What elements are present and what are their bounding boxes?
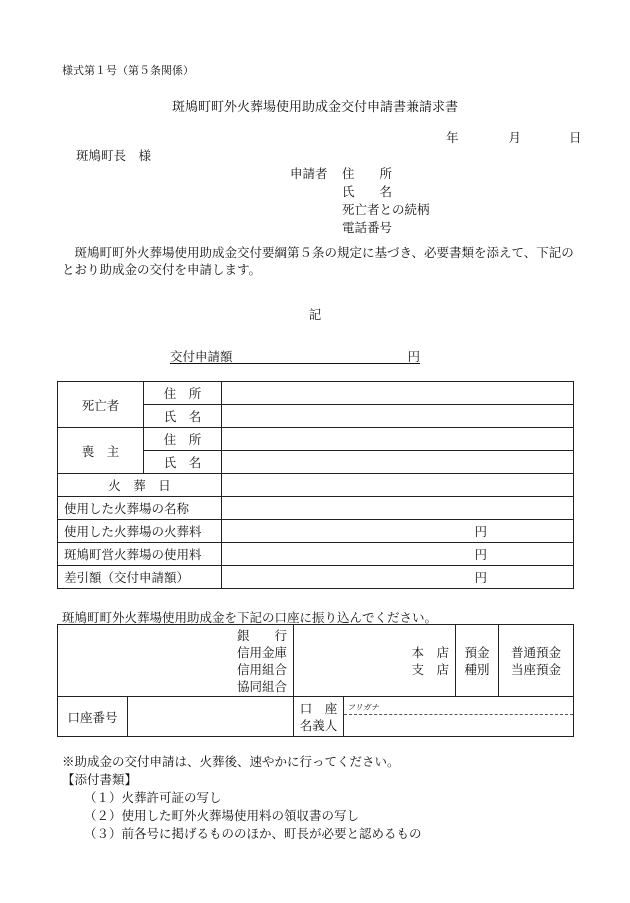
deposit-type-current: 当座預金 (510, 661, 561, 677)
applicant-name-label: 氏 名 (342, 184, 393, 199)
transfer-instruction: 斑鳩町町外火葬場使用助成金を下記の口座に振り込んでください。 (62, 610, 438, 625)
requested-amount-label: 交付申請額 (170, 349, 233, 364)
mourner-address-label: 住 所 (144, 428, 222, 451)
date-month: 月 (508, 130, 522, 145)
branch-label: 支 店 (411, 661, 449, 677)
account-holder-field[interactable] (344, 697, 574, 737)
crematorium-name-field[interactable] (222, 497, 574, 520)
mourner-name-label: 氏 名 (144, 451, 222, 474)
applicant-phone-label: 電話番号 (342, 220, 393, 235)
document-title: 斑鳩町町外火葬場使用助成金交付申請書兼請求書 (171, 100, 458, 115)
applicant-label: 申請者 (290, 166, 328, 181)
difference-label: 差引額（交付申請額） (58, 566, 222, 589)
application-statement: 斑鳩町町外火葬場使用助成金交付要綱第５条の規定に基づき、必要書類を添えて、下記のとおり助成金の交付を申請します。 (62, 245, 574, 277)
attachment-item: （３）前各号に掲げるもののほか、町長が必要と認めるもの (84, 826, 422, 841)
deceased-name-label: 氏 名 (144, 405, 222, 428)
deposit-type-cell[interactable] (499, 625, 574, 697)
deposit-type-label-cell (456, 625, 499, 697)
account-number-field[interactable] (128, 697, 294, 737)
cremation-info-table (57, 381, 574, 589)
application-notice: ※助成金の交付申請は、火葬後、速やかに行ってください。 (62, 754, 400, 769)
bank-type-shinkin: 信用金庫 (236, 644, 287, 660)
crematorium-fee-field[interactable]: 円 (222, 520, 574, 543)
furigana-label: フリガナ (347, 703, 379, 712)
mourner-address-field[interactable] (222, 428, 574, 451)
crematorium-name-label: 使用した火葬場の名称 (58, 497, 222, 520)
bank-type-cell[interactable] (58, 625, 294, 697)
ki-heading: 記 (308, 307, 322, 322)
branch-cell[interactable] (294, 625, 456, 697)
deposit-type-ordinary: 普通預金 (510, 644, 561, 660)
date-year: 年 (446, 130, 459, 145)
form-number: 様式第１号（第５条関係） (62, 64, 194, 77)
difference-field[interactable]: 円 (222, 566, 574, 589)
attachments-title: 【添付書類】 (62, 772, 138, 787)
deposit-type-label-1: 預金 (464, 644, 490, 660)
applicant-relation-label: 死亡者との続柄 (342, 202, 430, 217)
attachment-item: （２）使用した町外火葬場使用料の領収書の写し (84, 808, 360, 823)
date-day: 日 (569, 130, 582, 145)
account-number-label: 口座番号 (58, 697, 128, 737)
bank-type-bank: 銀 行 (236, 627, 287, 643)
deceased-address-label: 住 所 (144, 382, 222, 405)
main-branch-label: 本 店 (411, 644, 449, 660)
town-fee-label: 斑鳩町営火葬場の使用料 (58, 543, 222, 566)
addressee: 斑鳩町長 様 (76, 148, 152, 163)
cremation-date-label: 火 葬 日 (58, 474, 222, 497)
deceased-address-field[interactable] (222, 382, 574, 405)
chief-mourner-label: 喪 主 (58, 428, 144, 474)
mourner-name-field[interactable] (222, 451, 574, 474)
deposit-type-label-2: 種別 (464, 661, 490, 677)
bank-type-credit-union: 信用組合 (236, 661, 287, 677)
bank-type-cooperative: 協同組合 (236, 678, 287, 694)
deceased-label: 死亡者 (58, 382, 144, 428)
requested-amount-field[interactable] (170, 347, 420, 364)
applicant-address-label: 住 所 (342, 166, 393, 181)
requested-amount-unit: 円 (407, 349, 420, 364)
cremation-date-field[interactable] (222, 474, 574, 497)
bank-account-table (57, 624, 574, 737)
account-holder-label: 口 座 名義人 (294, 697, 344, 737)
deceased-name-field[interactable] (222, 405, 574, 428)
town-fee-field[interactable]: 円 (222, 543, 574, 566)
date-line (446, 128, 582, 146)
attachment-item: （１）火葬許可証の写し (84, 790, 222, 805)
crematorium-fee-label: 使用した火葬場の火葬料 (58, 520, 222, 543)
